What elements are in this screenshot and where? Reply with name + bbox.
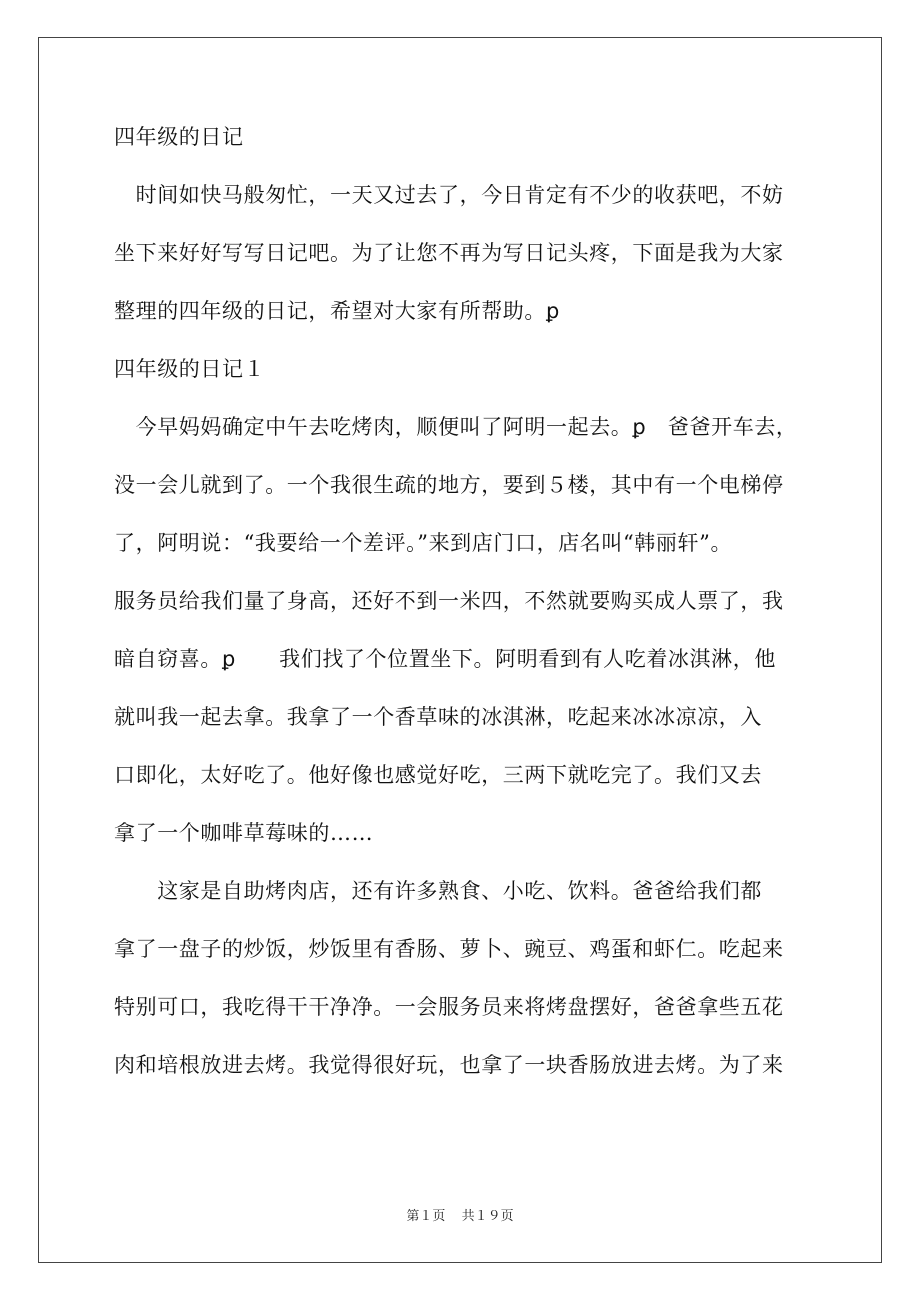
- para1-line-4: 服务员给我们量了身高，还好不到一米四，不然就要购买成人票了，我: [114, 589, 784, 613]
- para1-line-3: 了，阿明说：“我要给一个差评。”来到店门口，店名叫“韩丽轩”。: [114, 531, 733, 555]
- page-footer: [0, 1205, 920, 1224]
- intro-line-2: 坐下来好好写写日记吧。为了让您不再为写日记头疼，下面是我为大家: [114, 241, 784, 265]
- document-title: 四年级的日记: [114, 125, 244, 149]
- para2-line-1: 这家是自助烤肉店，还有许多熟食、小吃、饮料。爸爸给我们都: [114, 879, 762, 903]
- para2-line-2: 拿了一盘子的炒饭，炒饭里有香肠、萝卜、豌豆、鸡蛋和虾仁。吃起来: [114, 937, 784, 961]
- para1-line-2: 没一会儿就到了。一个我很生疏的地方，要到５楼，其中有一个电梯停: [114, 473, 784, 497]
- para1-line-6: 就叫我一起去拿。我拿了一个香草味的冰淇淋，吃起来冰冰凉凉，入: [114, 705, 762, 729]
- intro-line-1: 时间如快马般匆忙，一天又过去了，今日肯定有不少的收获吧，不妨: [114, 183, 784, 207]
- page-total: 共１９页: [461, 1209, 514, 1224]
- intro-line-3: 整理的四年级的日记，希望对大家有所帮助。ꝑ: [114, 299, 560, 323]
- para2-line-3: 特别可口，我吃得干干净净。一会服务员来将烤盘摆好，爸爸拿些五花: [114, 995, 784, 1019]
- para1-line-7: 口即化，太好吃了。他好像也感觉好吃，三两下就吃完了。我们又去: [114, 763, 762, 787]
- para1-line-5: 暗自窃喜。ꝑ 我们找了个位置坐下。阿明看到有人吃着冰淇淋，他: [114, 647, 776, 671]
- para2-line-4: 肉和培根放进去烤。我觉得很好玩，也拿了一块香肠放进去烤。为了来: [114, 1053, 784, 1077]
- section-title: 四年级的日记１: [114, 357, 266, 381]
- para1-line-1: 今早妈妈确定中午去吃烤肉，顺便叫了阿明一起去。ꝑ 爸爸开车去，: [114, 415, 798, 439]
- para1-line-8: 拿了一个咖啡草莓味的……: [114, 821, 374, 845]
- document-body: [114, 122, 810, 1080]
- page-number: 第１页: [406, 1209, 446, 1224]
